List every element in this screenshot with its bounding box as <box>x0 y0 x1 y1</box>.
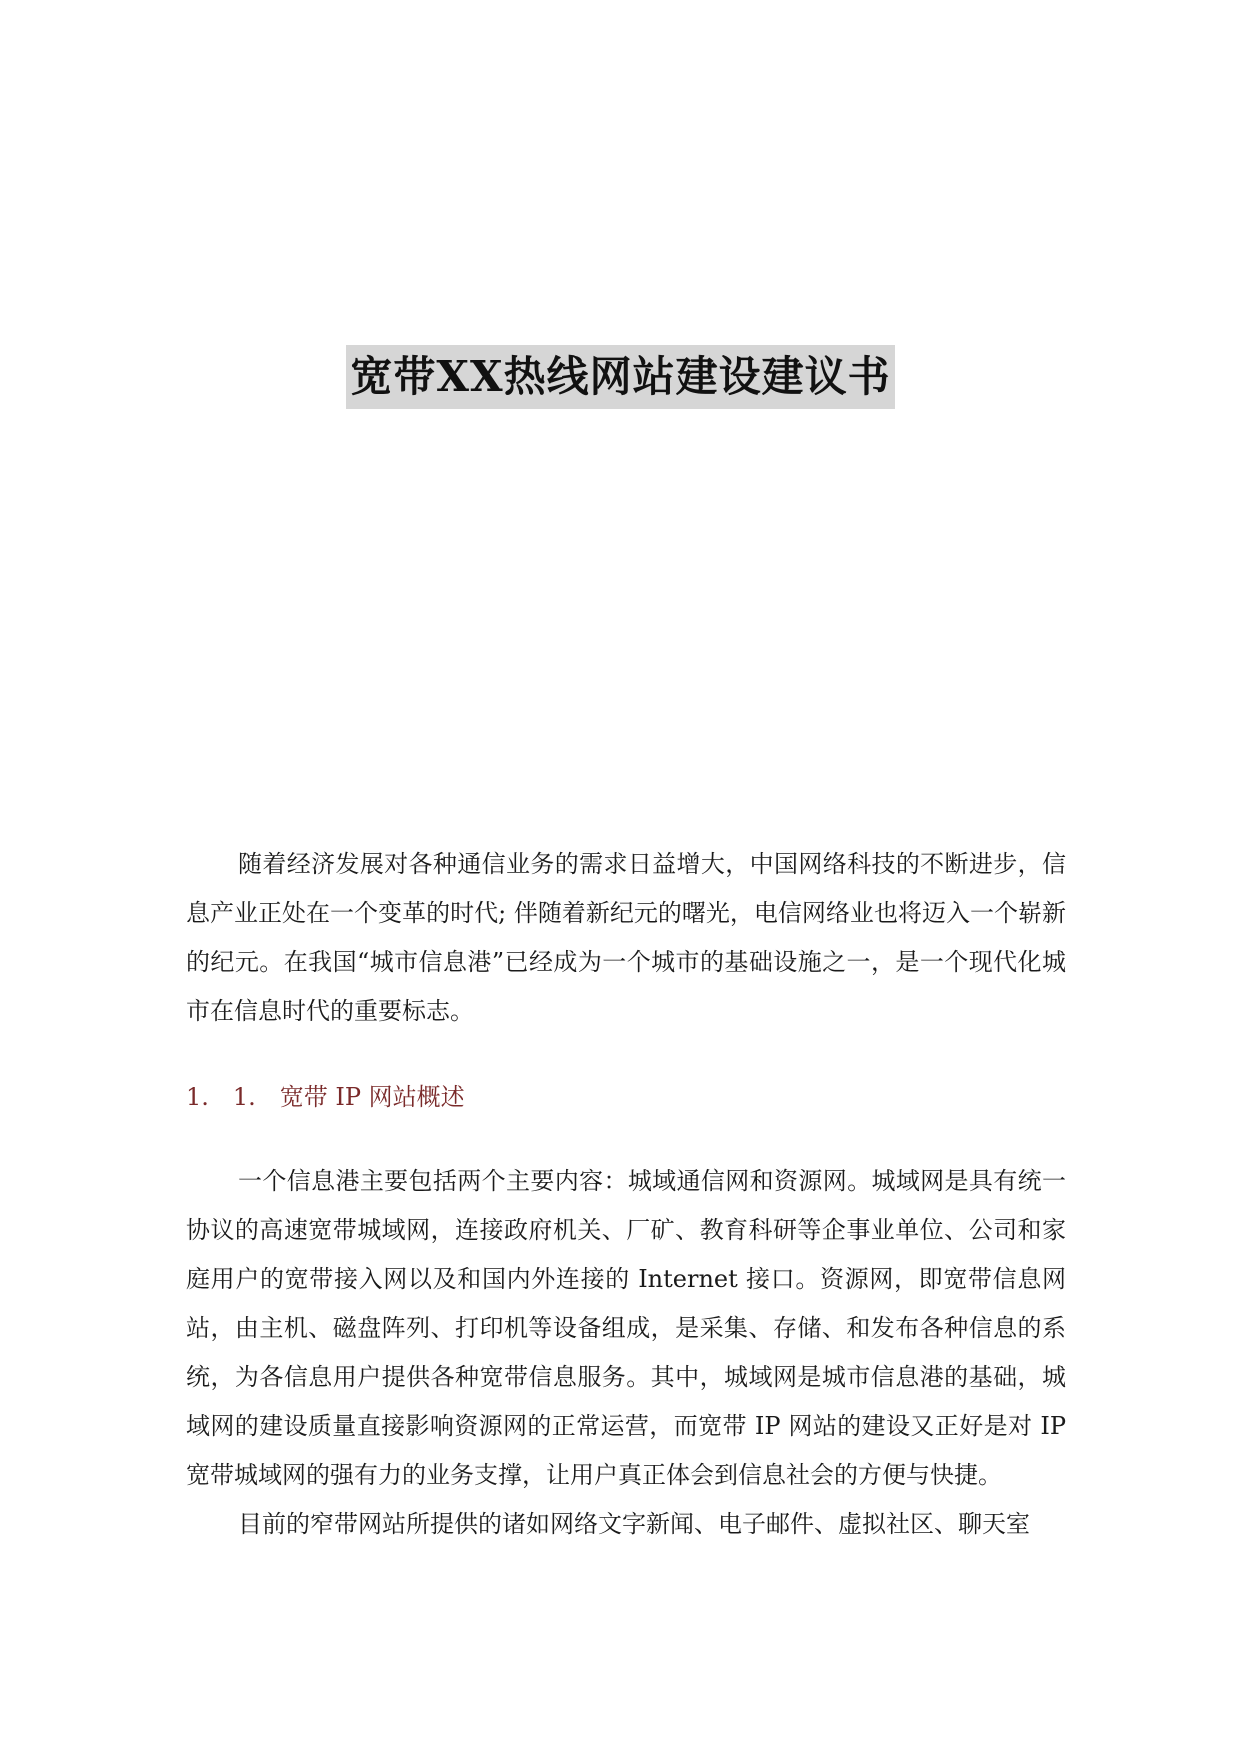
overview-paragraph-1: 一个信息港主要包括两个主要内容：城域通信网和资源网。城域网是具有统一协议的高速宽带城域网，连接政府机关、厂矿、教育科研等企事业单位、公司和家庭用户的宽带接入网以及和国内外连接的 Internet 接口。资源网，即宽带信息网站，由主机、磁盘阵列、打印机等设备组成，是采集、存储、和发布各种信息的系统，为各信息用户提供各种宽带信息服务。其中，城域网是城市信息港的基础，城域网的建设质量直接影响资源网的正常运营，而宽带 IP 网站的建设又正好是对 IP 宽带城域网的强有力的业务支撑，让用户真正体会到信息社会的方便与快捷。 <box>186 1167 1066 1489</box>
title-container <box>0 345 1241 409</box>
document-title: 宽带XX热线网站建设建议书 <box>346 345 894 409</box>
section-heading: 1. 1. 宽带 IP 网站概述 <box>186 1083 465 1111</box>
overview-paragraph-2: 目前的窄带网站所提供的诸如网络文字新闻、电子邮件、虚拟社区、聊天室 <box>238 1510 1030 1538</box>
overview-section <box>186 1157 1066 1549</box>
intro-section <box>186 840 1066 1036</box>
intro-paragraph: 随着经济发展对各种通信业务的需求日益增大，中国网络科技的不断进步，信息产业正处在一个变革的时代; 伴随着新纪元的曙光，电信网络业也将迈入一个崭新的纪元。在我国“城市信息港”已经成为一个城市的基础设施之一，是一个现代化城市在信息时代的重要标志。 <box>186 850 1066 1025</box>
